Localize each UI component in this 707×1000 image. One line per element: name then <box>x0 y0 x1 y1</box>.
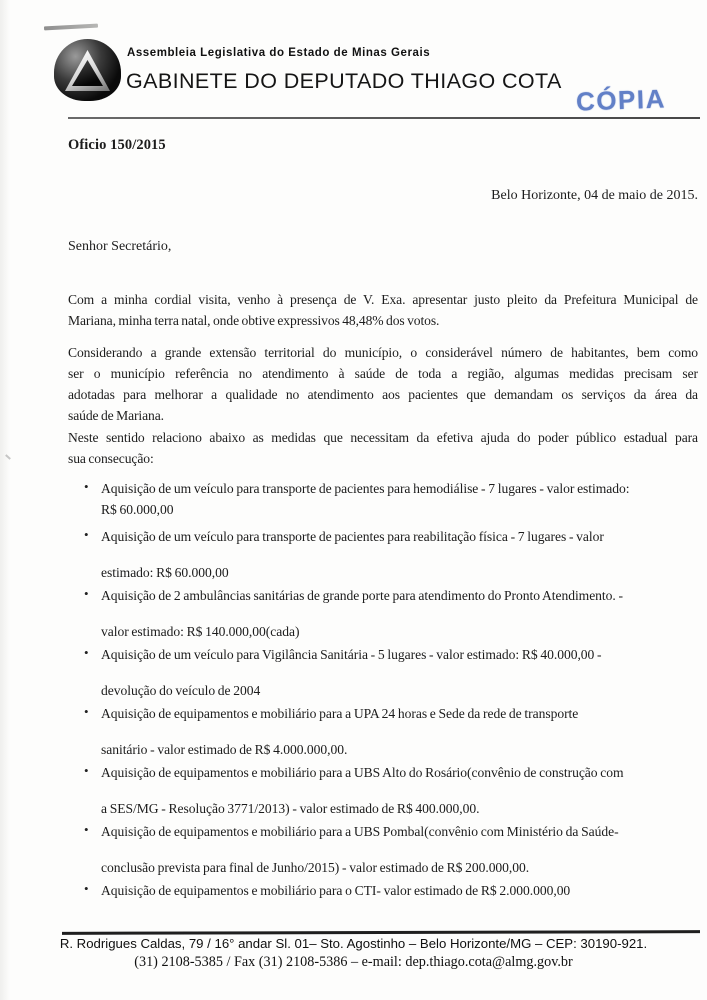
document-reference: Oficio 150/2015 <box>68 137 166 153</box>
bullet-text-line: Aquisição de equipamentos e mobiliário para a UPA 24 horas e Sede da rede de transporte <box>101 706 579 721</box>
bullet-item <box>83 478 697 520</box>
footer-contacts: (31) 2108-5385 / Fax (31) 2108-5386 – e-mail: dep.thiago.cota@almg.gov.br <box>134 954 573 970</box>
almg-logo-icon <box>54 39 121 103</box>
bullet-item <box>83 526 697 583</box>
paragraph-lead-in <box>68 427 698 469</box>
bullet-icon: • <box>84 527 89 542</box>
bullet-text-line: Aquisição de um veículo para transporte de pacientes para hemodiálise - 7 lugares - valor estimado: <box>101 481 630 496</box>
text-line: sua consecução: <box>68 451 154 466</box>
bullet-icon: • <box>84 479 89 494</box>
bullet-icon: • <box>84 881 89 896</box>
office-title: GABINETE DO DEPUTADO THIAGO COTA <box>126 69 562 93</box>
bullet-icon: • <box>84 763 89 778</box>
text-line: Mariana, minha terra natal, onde obtive expressivos 48,48% dos votos. <box>68 313 440 328</box>
bullet-text-line: R$ 60.000,00 <box>101 502 174 517</box>
footer-address: R. Rodrigues Caldas, 79 / 16° andar Sl. 01– Sto. Agostinho – Belo Horizonte/MG – CEP: 30190-921. <box>59 936 648 951</box>
footer-divider <box>62 930 700 934</box>
bullet-text-line: Aquisição de equipamentos e mobiliário para a UBS Alto do Rosário(convênio de construção com <box>101 765 624 780</box>
bullet-text-line: estimado: R$ 60.000,00 <box>101 565 229 580</box>
text-line: Com a minha cordial visita, venho à presença de V. Exa. apresentar justo pleito da Prefeitura Municipal de <box>68 292 698 307</box>
bullet-item <box>83 585 697 642</box>
bullet-icon: • <box>84 822 89 837</box>
text-line: saúde de Mariana. <box>68 408 164 423</box>
header-divider <box>68 117 700 119</box>
bullet-item <box>83 644 697 701</box>
bullet-icon: • <box>84 645 89 660</box>
bullet-item <box>83 821 697 878</box>
bullet-text-line: valor estimado: R$ 140.000,00(cada) <box>101 624 300 639</box>
measures-list <box>83 478 697 903</box>
paragraph-context <box>68 342 698 426</box>
paragraph-intro <box>68 289 698 331</box>
bullet-text-line: Aquisição de equipamentos e mobiliário para o CTI- valor estimado de R$ 2.000.000,00 <box>101 883 571 898</box>
bullet-text-line: sanitário - valor estimado de R$ 4.000.000,00. <box>101 742 348 757</box>
bullet-text-line: conclusão prevista para final de Junho/2015) - valor estimado de R$ 200.000,00. <box>101 860 530 875</box>
bullet-text-line: a SES/MG - Resolução 3771/2013) - valor estimado de R$ 400.000,00. <box>101 801 480 816</box>
text-line: adotadas para melhorar a qualidade no atendimento aos pacientes que demandam os serviços da área da <box>68 387 698 402</box>
scan-artifact-dash <box>5 454 11 460</box>
scan-artifact-bar <box>44 24 98 31</box>
bullet-icon: • <box>84 704 89 719</box>
organization-name: Assembleia Legislativa do Estado de Minas Gerais <box>127 47 431 59</box>
copy-stamp: CÓPIA <box>575 83 667 117</box>
bullet-icon: • <box>84 586 89 601</box>
text-line: Neste sentido relaciono abaixo as medidas que necessitam da efetiva ajuda do poder público estadual para <box>68 430 698 445</box>
bullet-text-line: Aquisição de um veículo para transporte de pacientes para reabilitação física - 7 lugares - valor <box>101 529 604 544</box>
text-line: ser o município referência no atendimento à saúde de toda a região, algumas medidas precisam ser <box>68 366 698 381</box>
bullet-text-line: devolução do veículo de 2004 <box>101 683 261 698</box>
bullet-text-line: Aquisição de um veículo para Vigilância Sanitária - 5 lugares - valor estimado: R$ 40.000,00 - <box>101 647 602 662</box>
text-line: Considerando a grande extensão territorial do município, o considerável número de habitantes, bem como <box>68 345 698 360</box>
bullet-text-line: Aquisição de 2 ambulâncias sanitárias de grande porte para atendimento do Pronto Atendimento. - <box>101 588 623 603</box>
bullet-item <box>83 880 697 901</box>
salutation: Senhor Secretário, <box>68 239 172 254</box>
bullet-item <box>83 762 697 819</box>
bullet-item <box>83 703 697 760</box>
date-line: Belo Horizonte, 04 de maio de 2015. <box>491 188 698 203</box>
bullet-text-line: Aquisição de equipamentos e mobiliário para a UBS Pombal(convênio com Ministério da Saúde- <box>101 824 619 839</box>
